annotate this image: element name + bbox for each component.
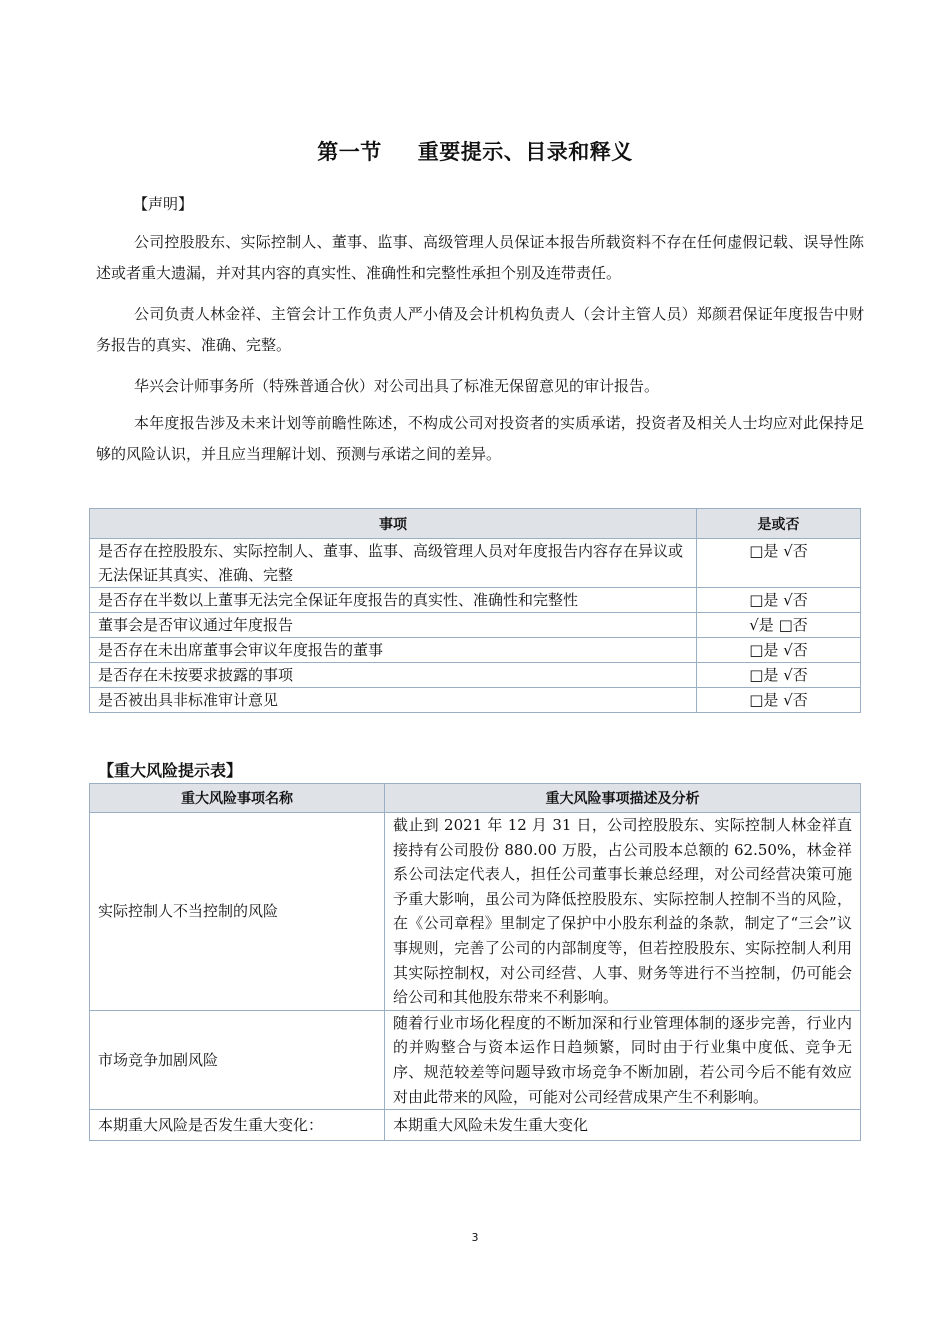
column-header-risk-name: 重大风险事项名称 xyxy=(90,784,385,813)
table-row xyxy=(90,1110,861,1141)
declaration-paragraph: 本年度报告涉及未来计划等前瞻性陈述，不构成公司对投资者的实质承诺，投资者及相关人士均应对此保持足够的风险认识，并且应当理解计划、预测与承诺之间的差异。 xyxy=(96,414,864,463)
declaration-paragraph: 公司负责人林金祥、主管会计工作负责人严小倩及会计机构负责人（会计主管人员）郑颜君保证年度报告中财务报告的真实、准确、完整。 xyxy=(96,305,864,354)
matter-item: 是否存在控股股东、实际控制人、董事、监事、高级管理人员对年度报告内容存在异议或无法保证其真实、准确、完整 xyxy=(90,539,697,588)
matter-answer: □是 √否 xyxy=(697,539,861,588)
risk-description: 截止到 2021 年 12 月 31 日，公司控股股东、实际控制人林金祥直接持有公司股份 880.00 万股，占公司股本总额的 62.50%，林金祥系公司法定代表人，担任公司董事长兼总经理，对公司经营决策可施予重大影响，虽公司为降低控股股东、实际控制人控制不当的风险，在《公司章程》里制定了保护中小股东利益的条款，制定了“三会”议事规则，完善了公司的内部制度等，但若控股股东、实际控制人利用其实际控制权，对公司经营、人事、财务等进行不当控制，仍可能会给公司和其他股东带来不利影响。 xyxy=(385,813,861,1011)
table-row xyxy=(90,588,861,613)
table-row xyxy=(90,813,861,1011)
matter-item: 是否存在半数以上董事无法完全保证年度报告的真实性、准确性和完整性 xyxy=(90,588,697,613)
matter-answer: √是 □否 xyxy=(697,613,861,638)
column-header-risk-description: 重大风险事项描述及分析 xyxy=(385,784,861,813)
matter-answer: □是 √否 xyxy=(697,638,861,663)
matter-answer: □是 √否 xyxy=(697,688,861,713)
table-row xyxy=(90,638,861,663)
risk-description: 随着行业市场化程度的不断加深和行业管理体制的逐步完善，行业内的并购整合与资本运作日趋频繁，同时由于行业集中度低、竞争无序、规范较差等问题导致市场竞争不断加剧，若公司今后不能有效应对由此带来的风险，可能对公司经营成果产生不利影响。 xyxy=(385,1010,861,1109)
section-number: 第一节 xyxy=(317,140,382,164)
risk-name: 市场竞争加剧风险 xyxy=(90,1010,385,1109)
risk-name: 实际控制人不当控制的风险 xyxy=(90,813,385,1011)
matter-item: 是否被出具非标准审计意见 xyxy=(90,688,697,713)
risk-table-heading: 【重大风险提示表】 xyxy=(98,761,243,780)
declaration-heading: 【声明】 xyxy=(133,195,194,213)
column-header-answer: 是或否 xyxy=(697,509,861,539)
matters-table xyxy=(89,508,861,713)
risk-table xyxy=(89,783,861,1141)
matter-answer: □是 √否 xyxy=(697,588,861,613)
declaration-paragraph: 公司控股股东、实际控制人、董事、监事、高级管理人员保证本报告所载资料不存在任何虚假记载、误导性陈述或者重大遗漏，并对其内容的真实性、准确性和完整性承担个别及连带责任。 xyxy=(96,233,864,282)
section-name: 重要提示、目录和释义 xyxy=(417,140,633,164)
table-header-row xyxy=(90,784,861,813)
table-row xyxy=(90,613,861,638)
matter-item: 是否存在未按要求披露的事项 xyxy=(90,663,697,688)
table-row xyxy=(90,663,861,688)
table-row xyxy=(90,539,861,588)
table-row xyxy=(90,1010,861,1109)
matter-item: 是否存在未出席董事会审议年度报告的董事 xyxy=(90,638,697,663)
column-header-item: 事项 xyxy=(90,509,697,539)
table-row xyxy=(90,688,861,713)
risk-change-value: 本期重大风险未发生重大变化 xyxy=(385,1110,861,1141)
risk-change-label: 本期重大风险是否发生重大变化： xyxy=(90,1110,385,1141)
section-title xyxy=(0,136,950,166)
matter-answer: □是 √否 xyxy=(697,663,861,688)
declaration-paragraph: 华兴会计师事务所（特殊普通合伙）对公司出具了标准无保留意见的审计报告。 xyxy=(134,377,660,395)
page-number: 3 xyxy=(471,1231,479,1244)
table-header-row xyxy=(90,509,861,539)
matter-item: 董事会是否审议通过年度报告 xyxy=(90,613,697,638)
